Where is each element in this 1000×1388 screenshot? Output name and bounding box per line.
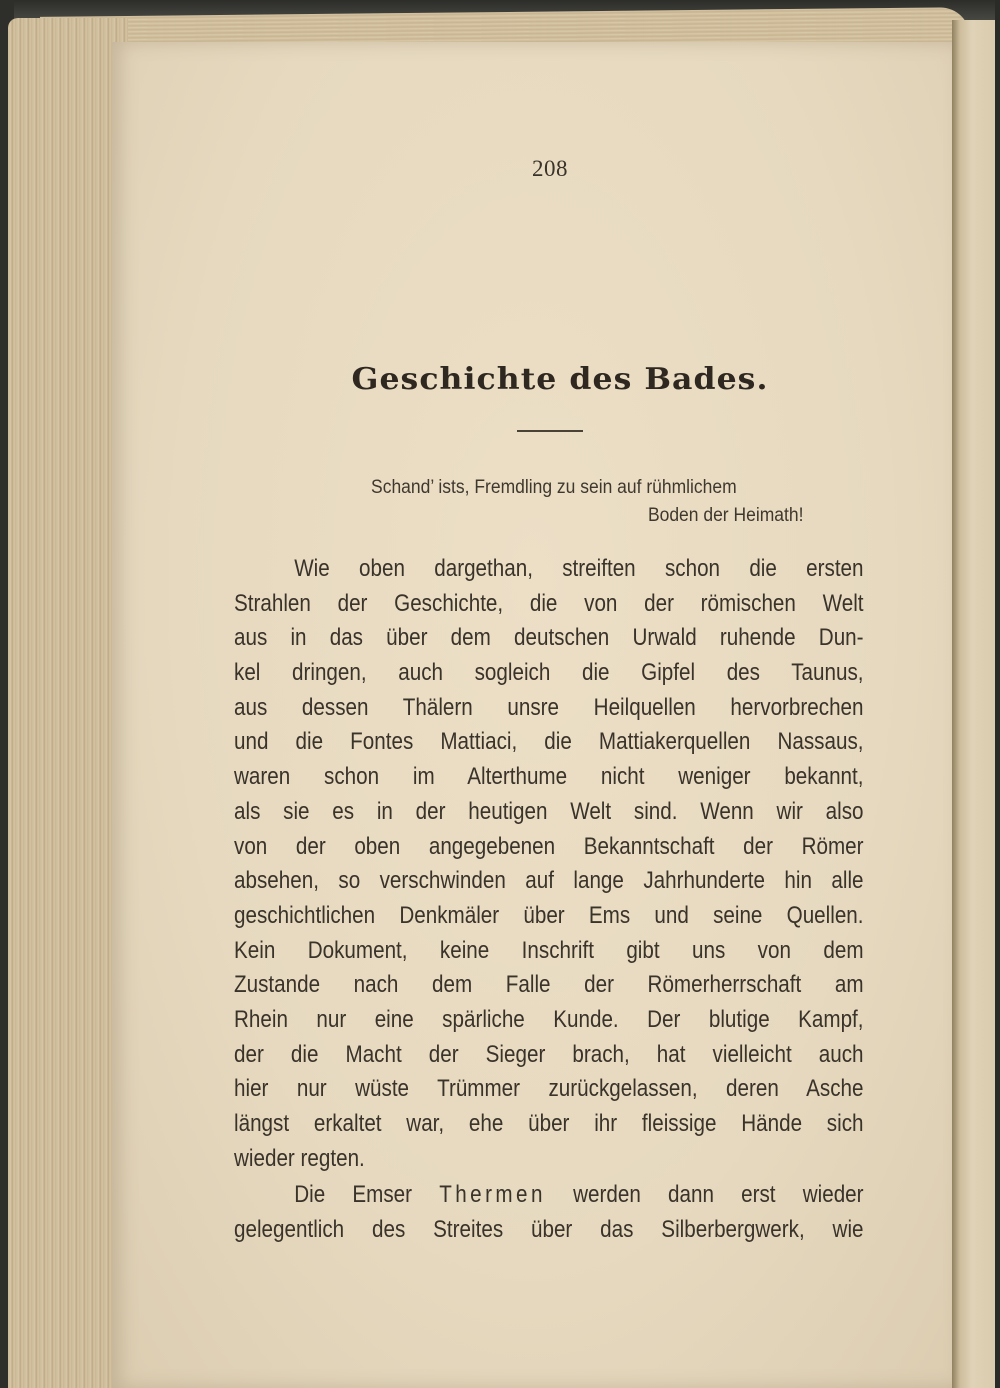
paragraph-1 bbox=[234, 552, 864, 1176]
text-line: wieder regten. bbox=[234, 1144, 365, 1172]
chapter-title: Geschichte des Bades. bbox=[351, 362, 769, 397]
text-line: aus dessen Thälern unsre Heilquellen hervorbrechen bbox=[234, 693, 864, 721]
text-segment: werden dann erst wieder bbox=[573, 1181, 864, 1208]
text-line: hier nur wüste Trümmer zurückgelassen, deren Asche bbox=[234, 1075, 864, 1103]
text-line: Zustande nach dem Falle der Römerherrschaft am bbox=[234, 971, 864, 999]
page-number: 208 bbox=[532, 156, 568, 181]
text-line: aus in das über dem deutschen Urwald ruhende Dun- bbox=[234, 624, 864, 652]
epigraph bbox=[360, 474, 811, 530]
text-line: Rhein nur eine spärliche Kunde. Der blutige Kampf, bbox=[234, 1005, 864, 1033]
epigraph-line: Boden der Heimath! bbox=[647, 505, 804, 526]
epigraph-line: Schand’ ists, Fremdling zu sein auf rühmlichem bbox=[371, 477, 737, 498]
text-line: geschichtlichen Denkmäler über Ems und seine Quellen. bbox=[234, 901, 864, 929]
text-line: gelegentlich des Streites über das Silberbergwerk, wie bbox=[234, 1215, 864, 1243]
paragraph-2 bbox=[234, 1178, 864, 1247]
text-line: und die Fontes Mattiaci, die Mattiakerquellen Nassaus, bbox=[234, 728, 864, 756]
text-line: als sie es in der heutigen Welt sind. Wenn wir also bbox=[234, 797, 864, 825]
text-line: kel dringen, auch sogleich die Gipfel des Taunus, bbox=[234, 659, 864, 687]
text-line: Strahlen der Geschichte, die von der römischen Welt bbox=[234, 589, 864, 617]
text-line: Kein Dokument, keine Inschrift gibt uns von dem bbox=[234, 936, 864, 964]
text-line: längst erkaltet war, ehe über ihr fleissige Hände sich bbox=[234, 1110, 864, 1137]
text-segment: Die Emser bbox=[294, 1181, 413, 1208]
text-line bbox=[234, 1178, 864, 1213]
text-line: absehen, so verschwinden auf lange Jahrhunderte hin alle bbox=[234, 867, 864, 895]
text-line: von der oben angegebenen Bekanntschaft der Römer bbox=[234, 832, 864, 860]
text-line: Wie oben dargethan, streiften schon die ersten bbox=[294, 555, 864, 582]
title-divider bbox=[517, 430, 583, 432]
text-line: waren schon im Alterthume nicht weniger bekannt, bbox=[234, 763, 864, 791]
text-line: der die Macht der Sieger brach, hat vielleicht auch bbox=[234, 1040, 864, 1068]
emphasized-word: Thermen bbox=[439, 1181, 546, 1208]
